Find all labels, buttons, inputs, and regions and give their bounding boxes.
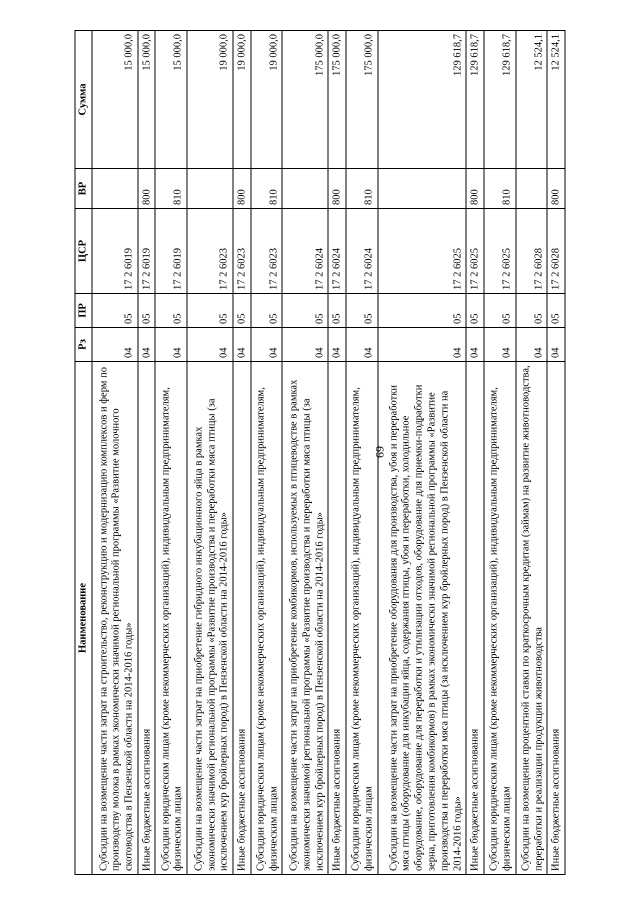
budget-table bbox=[75, 30, 566, 875]
cell-csr: 17 2 6024 bbox=[346, 209, 378, 294]
cell-sum: 175 000,0 bbox=[328, 31, 346, 169]
cell-sum: 19 000,0 bbox=[233, 31, 251, 169]
cell-vr: 800 bbox=[328, 169, 346, 209]
cell-rz: 04 bbox=[233, 328, 251, 362]
table-row bbox=[187, 31, 233, 875]
cell-sum: 129 618,7 bbox=[484, 31, 516, 169]
cell-csr: 17 2 6024 bbox=[328, 209, 346, 294]
cell-rz: 04 bbox=[251, 328, 283, 362]
header-name: Наименование bbox=[75, 362, 92, 875]
table-row bbox=[328, 31, 346, 875]
cell-csr: 17 2 6019 bbox=[155, 209, 187, 294]
cell-pr: 05 bbox=[484, 294, 516, 328]
cell-rz: 04 bbox=[484, 328, 516, 362]
cell-sum: 19 000,0 bbox=[251, 31, 283, 169]
cell-sum: 15 000,0 bbox=[155, 31, 187, 169]
table-row bbox=[516, 31, 548, 875]
cell-sum: 12 524,1 bbox=[516, 31, 548, 169]
cell-pr: 05 bbox=[155, 294, 187, 328]
cell-rz: 04 bbox=[328, 328, 346, 362]
cell-name: Субсидии на возмещение части затрат на строительство, реконструкцию и модернизацию комплексов и ферм по производству молока в рамках экономически значимой региональной программы «Развитие молочного скотоводства в Пензенской области на 2014-2016 годы» bbox=[92, 362, 138, 875]
cell-name: Иные бюджетные ассигнования bbox=[138, 362, 156, 875]
cell-rz: 04 bbox=[466, 328, 484, 362]
header-vr: ВР bbox=[75, 169, 92, 209]
budget-table-container bbox=[75, 31, 566, 875]
cell-csr: 17 2 6025 bbox=[466, 209, 484, 294]
cell-pr: 05 bbox=[138, 294, 156, 328]
cell-name: Субсидии юридическим лицам (кроме некоммерческих организаций), индивидуальным предпринимателям, физическим лицам bbox=[251, 362, 283, 875]
cell-csr: 17 2 6025 bbox=[378, 209, 467, 294]
cell-sum: 175 000,0 bbox=[282, 31, 328, 169]
cell-vr: 800 bbox=[466, 169, 484, 209]
cell-rz: 04 bbox=[282, 328, 328, 362]
cell-sum: 19 000,0 bbox=[187, 31, 233, 169]
page-number: 69 bbox=[372, 446, 387, 458]
cell-vr bbox=[187, 169, 233, 209]
table-row bbox=[155, 31, 187, 875]
cell-name: Иные бюджетные ассигнования bbox=[547, 362, 565, 875]
cell-csr: 17 2 6023 bbox=[233, 209, 251, 294]
cell-csr: 17 2 6024 bbox=[282, 209, 328, 294]
cell-sum: 15 000,0 bbox=[92, 31, 138, 169]
header-pr: ПР bbox=[75, 294, 92, 328]
cell-vr: 810 bbox=[251, 169, 283, 209]
table-row bbox=[233, 31, 251, 875]
table-row bbox=[282, 31, 328, 875]
cell-pr: 05 bbox=[516, 294, 548, 328]
cell-pr: 05 bbox=[282, 294, 328, 328]
cell-rz: 04 bbox=[516, 328, 548, 362]
cell-vr: 810 bbox=[484, 169, 516, 209]
table-row bbox=[378, 31, 467, 875]
cell-vr: 810 bbox=[346, 169, 378, 209]
cell-pr: 05 bbox=[346, 294, 378, 328]
table-row bbox=[466, 31, 484, 875]
header-sum: Сумма bbox=[75, 31, 92, 169]
cell-csr: 17 2 6023 bbox=[251, 209, 283, 294]
cell-name: Субсидии юридическим лицам (кроме некоммерческих организаций), индивидуальным предпринимателям, физическим лицам bbox=[484, 362, 516, 875]
cell-pr: 05 bbox=[251, 294, 283, 328]
cell-sum: 12 524,1 bbox=[547, 31, 565, 169]
table-row bbox=[92, 31, 138, 875]
cell-csr: 17 2 6028 bbox=[547, 209, 565, 294]
cell-sum: 129 618,7 bbox=[378, 31, 467, 169]
cell-name: Субсидии на возмещение процентной ставки по краткосрочным кредитам (займам) на развитие животноводства, переработки и реализации продукции животноводства bbox=[516, 362, 548, 875]
cell-vr bbox=[282, 169, 328, 209]
cell-csr: 17 2 6023 bbox=[187, 209, 233, 294]
cell-vr bbox=[516, 169, 548, 209]
cell-vr: 800 bbox=[138, 169, 156, 209]
cell-csr: 17 2 6025 bbox=[484, 209, 516, 294]
cell-pr: 05 bbox=[466, 294, 484, 328]
cell-name: Субсидии юридическим лицам (кроме некоммерческих организаций), индивидуальным предпринимателям, физическим лицам bbox=[155, 362, 187, 875]
cell-name: Субсидии на возмещение части затрат на приобретение оборудования для производства, убоя и переработки мяса птицы (оборудование для инкубации яйца, содержания птицы, убоя и переработки, холодильное оборудование, оборудование для переработки и утилизации отходов, оборудование для приемки-подработки зерна, приготовления комбикормов) в рамках экономически значимой региональной программы «Развитие производства и переработки мяса птицы (за исключением кур бройлерных пород) в Пензенской области на 2014-2016 годы» bbox=[378, 362, 467, 875]
cell-rz: 04 bbox=[187, 328, 233, 362]
table-row bbox=[484, 31, 516, 875]
cell-pr: 05 bbox=[378, 294, 467, 328]
cell-name: Иные бюджетные ассигнования bbox=[466, 362, 484, 875]
cell-vr: 800 bbox=[233, 169, 251, 209]
cell-pr: 05 bbox=[547, 294, 565, 328]
cell-sum: 15 000,0 bbox=[138, 31, 156, 169]
cell-pr: 05 bbox=[328, 294, 346, 328]
cell-name: Субсидии на возмещение части затрат на приобретение комбикормов, используемых в птицеводстве в рамках экономически значимой региональной программы «Развитие производства и переработки мяса птицы (за исключением кур бройлерных пород) в Пензенской области на 2014-2016 годы» bbox=[282, 362, 328, 875]
cell-rz: 04 bbox=[547, 328, 565, 362]
cell-sum: 129 618,7 bbox=[466, 31, 484, 169]
cell-name: Иные бюджетные ассигнования bbox=[328, 362, 346, 875]
cell-csr: 17 2 6028 bbox=[516, 209, 548, 294]
header-rz: Рз bbox=[75, 328, 92, 362]
cell-vr: 800 bbox=[547, 169, 565, 209]
cell-vr bbox=[378, 169, 467, 209]
cell-name: Иные бюджетные ассигнования bbox=[233, 362, 251, 875]
cell-name: Субсидии юридическим лицам (кроме некоммерческих организаций), индивидуальным предпринимателям, физическим лицам bbox=[346, 362, 378, 875]
cell-sum: 175 000,0 bbox=[346, 31, 378, 169]
cell-rz: 04 bbox=[155, 328, 187, 362]
cell-rz: 04 bbox=[138, 328, 156, 362]
header-csr: ЦСР bbox=[75, 209, 92, 294]
cell-vr: 810 bbox=[155, 169, 187, 209]
cell-rz: 04 bbox=[346, 328, 378, 362]
cell-csr: 17 2 6019 bbox=[138, 209, 156, 294]
table-row bbox=[138, 31, 156, 875]
cell-pr: 05 bbox=[233, 294, 251, 328]
cell-name: Субсидии на возмещение части затрат на приобретение гибридного инкубационного яйца в рамках экономически значимой региональной программы «Развитие производства и переработки мяса птицы (за исключением кур бройлерных пород) в Пензенской области на 2014-2016 годы» bbox=[187, 362, 233, 875]
cell-rz: 04 bbox=[378, 328, 467, 362]
cell-pr: 05 bbox=[92, 294, 138, 328]
cell-pr: 05 bbox=[187, 294, 233, 328]
table-row bbox=[547, 31, 565, 875]
cell-vr bbox=[92, 169, 138, 209]
table-row bbox=[346, 31, 378, 875]
cell-rz: 04 bbox=[92, 328, 138, 362]
cell-csr: 17 2 6019 bbox=[92, 209, 138, 294]
table-header-row bbox=[75, 31, 92, 875]
table-row bbox=[251, 31, 283, 875]
